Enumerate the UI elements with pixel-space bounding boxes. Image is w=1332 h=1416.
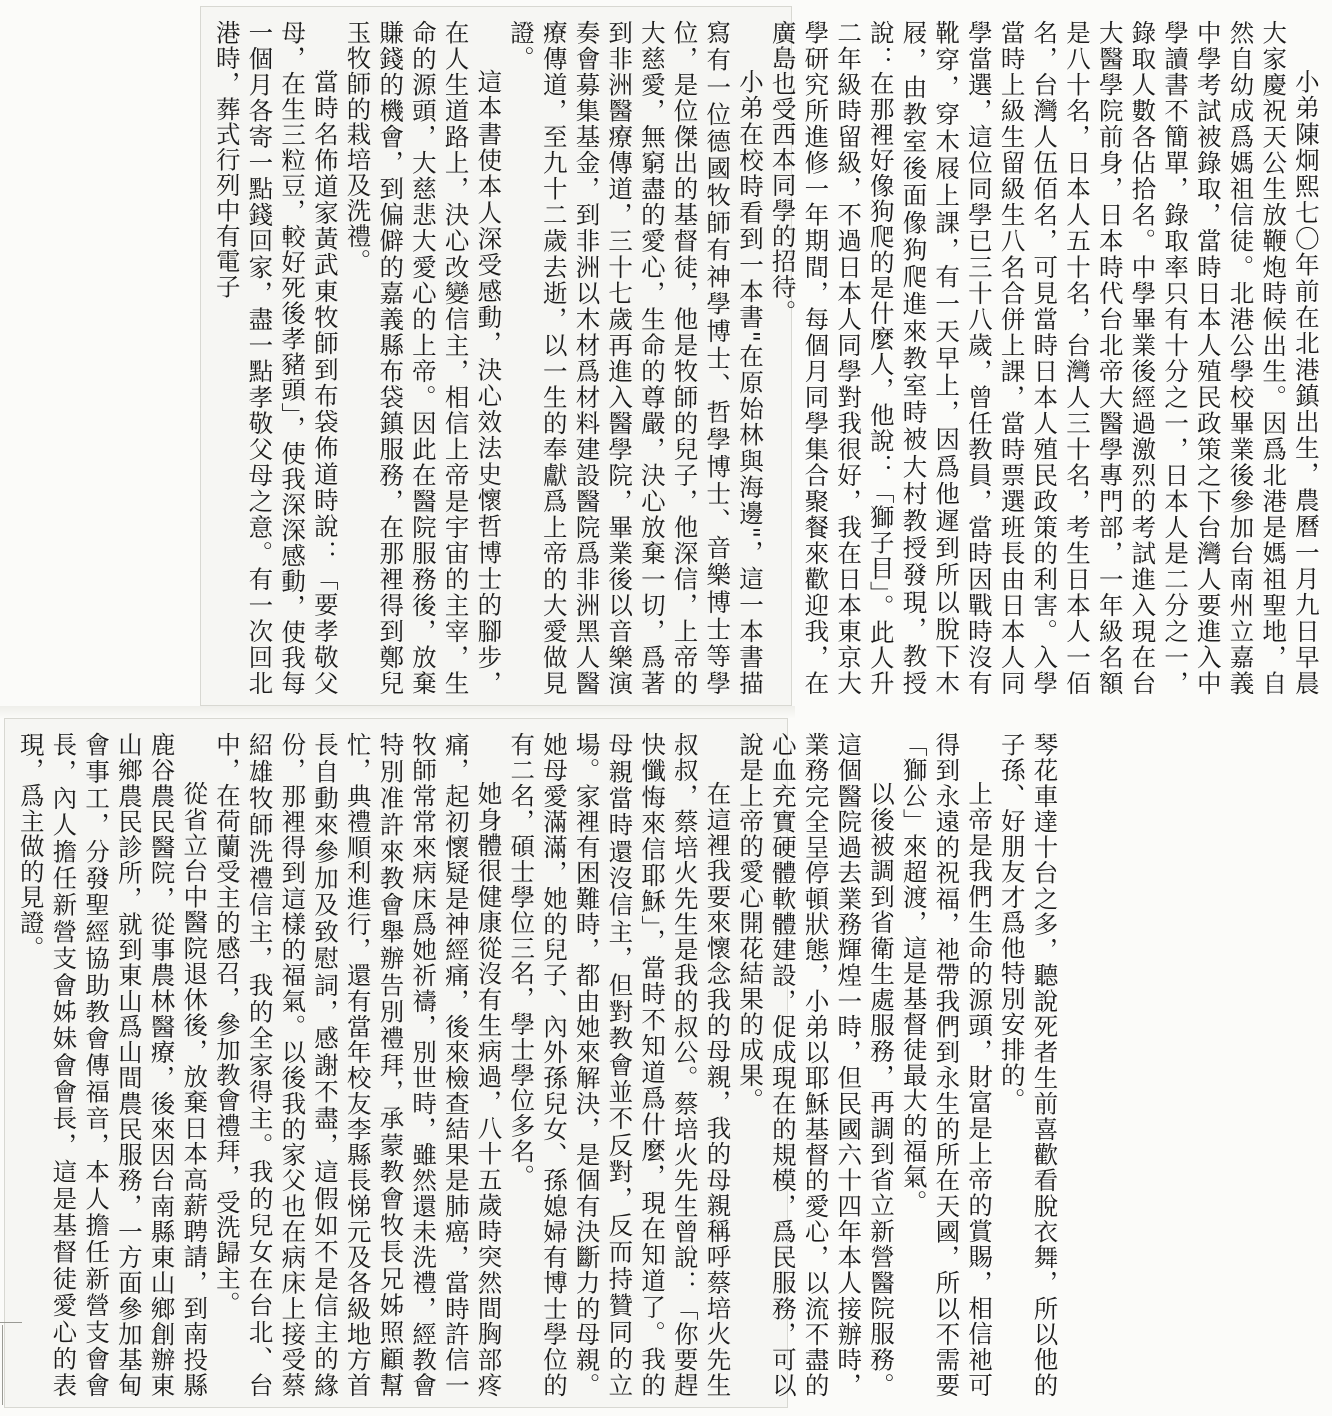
- scan-edge-mark: [0, 1322, 22, 1323]
- paragraph: 琴花車達十台之多，聽說死者生前喜歡看脫衣舞，所以他的子孫、好朋友才爲他特別安排的。: [997, 732, 1060, 1398]
- paragraph: 小弟在校時看到一本書"在原始林與海邊"，這一本書描寫有一位德國牧師有神學博士、哲學博士、音樂博士等學位，是位傑出的基督徒，他是牧師的兒子，他深信，上帝的大慈愛，無窮盡的愛心，生命的尊嚴，決心放棄一切，爲著到非洲醫療傳道，三十七歲再進入醫學院，畢業後以音樂演奏會募集基金，到非洲以木材爲材料建設醫院爲非洲黑人醫療傳道，至九十二歲去逝，以一生的奉獻爲上帝的大愛做見證。: [507, 20, 765, 696]
- paragraph: 她身體很健康從沒有生病過，八十五歲時突然間胸部疼痛，起初懷疑是神經痛，後來檢查結果是肺癌，當時許信一牧師常常來病床爲她祈禱，別世時，雖然還未洗禮，經教會特別准許來教會舉辦告別禮拜，承蒙教會牧長兄姊照顧幫忙，典禮順利進行，還有當年校友李縣長悌元及各級地方首長自動來參加及致慰詞，感謝不盡，這假如不是信主的緣份，那裡得到這樣的福氣。以後我的家父也在病床上接受蔡紹雄牧師洗禮信主，我的全家得主。我的兒女在台北、台中，在荷蘭受主的感召，參加教會禮拜，受洗歸主。: [212, 732, 504, 1398]
- paragraph: 這本書使本人深受感動，決心效法史懷哲博士的腳步，在人生道路上，決心改變信主，相信上帝是宇宙的主宰，生命的源頭，大慈悲大愛心的上帝。因此在醫院服務後，放棄賺錢的機會，到偏僻的嘉義縣布袋鎮服務，在那裡得到鄭兒玉牧師的栽培及洗禮。: [343, 20, 504, 696]
- paragraph: 當時名佈道家黃武東牧師到布袋佈道時說：「要孝敬父母，在生三粒豆，較好死後孝豬頭」，使我深深感動，使我每一個月各寄一點錢回家，盡一點孝敬父母之意。有一次回北港時，葬式行列中有電子: [212, 20, 340, 696]
- bottom-clipping: [4, 718, 1060, 1408]
- bottom-clipping-text: [4, 718, 1071, 1408]
- paragraph: 在這裡我要來懷念我的母親，我的母親稱呼蔡培火先生叔叔，蔡培火先生是我的叔公。蔡培火先生曾說：「你要趕快懺悔來信耶穌」，當時不知道爲什麼，現在知道了。我的母親當時還沒信主，但對教會並不反對，反而持贊同的立場。家裡有困難時，都由她來解決，是個有決斷力的母親。她母愛滿滿，她的兒子、內外孫兒女、孫媳婦有博士學位的有二名，碩士學位三名，學士學位多名。: [507, 732, 733, 1398]
- scan-edge-mark: [2, 1325, 3, 1405]
- top-clipping: [200, 6, 1321, 706]
- paragraph: 從省立台中醫院退休後，放棄日本高薪聘請，到南投縣鹿谷農民醫院，從事農林醫療，後來因台南縣東山鄉創辦東山鄉農民診所，就到東山爲山間農民服務，一方面參加基甸會事工，分發聖經協助教會傳福音，本人擔任新營支會會長，內人擔任新營支會姊妹會會長，這是基督徒愛心的表現，爲主做的見證。: [16, 732, 210, 1398]
- paragraph: 小弟陳炯熙七〇年前在北港鎮出生，農曆一月九日早晨大家慶祝天公生放鞭炮時候出生。因爲北港是媽祖聖地，自然自幼成爲媽祖信徒。北港公學校畢業後參加台南州立嘉義中學考試被錄取，當時日本人殖民政策之下台灣人要進入中學讀書不簡單，錄取率只有十分之一，日本人是二分之一，錄取人數各佔拾名。中學畢業後經過激烈的考試進入現在台大醫學院前身，日本時代台北帝大醫學專門部，一年級名額是八十名，日本人五十名，台灣人三十名，考生日本人一佰名，台灣人伍佰名，可見當時日本人殖民政策的利害。入學當時上級生留級生八名合併上課，當時票選班長由日本人同學當選，這位同學已三十八歲，曾任教員，當時因戰時沒有靴穿，穿木屐上課，有一天早上，因爲他遲到所以脫下木屐，由教室後面像狗爬進來教室時被大村教授發現，教授說：在那裡好像狗爬的是什麼人，他說：「獅子目」。此人升二年級時留級，不過日本人同學對我很好，我在日本東京大學研究所進修一年期間，每個月同學集合聚餐來歡迎我，在廣島也受西本同學的招待。: [768, 20, 1321, 696]
- paragraph: 上帝是我們生命的源頭，財富是上帝的賞賜，相信祂可得到永遠的祝福，祂帶我們到永生的所在天國，所以不需要「獅公」來超渡，這是基督徒最大的福氣。: [899, 732, 995, 1398]
- clipping-separator: [0, 706, 795, 718]
- top-clipping-text: [200, 6, 1332, 706]
- paragraph: 以後被調到省衛生處服務，再調到省立新營醫院服務。這個醫院過去業務輝煌一時，但民國六十四年本人接辦時，業務完全呈停頓狀態，小弟以耶穌基督的愛心，以流不盡的心血充實硬體軟體建設，促成現在的規模，爲民服務，可以說是上帝的愛心開花結果的成果。: [736, 732, 896, 1398]
